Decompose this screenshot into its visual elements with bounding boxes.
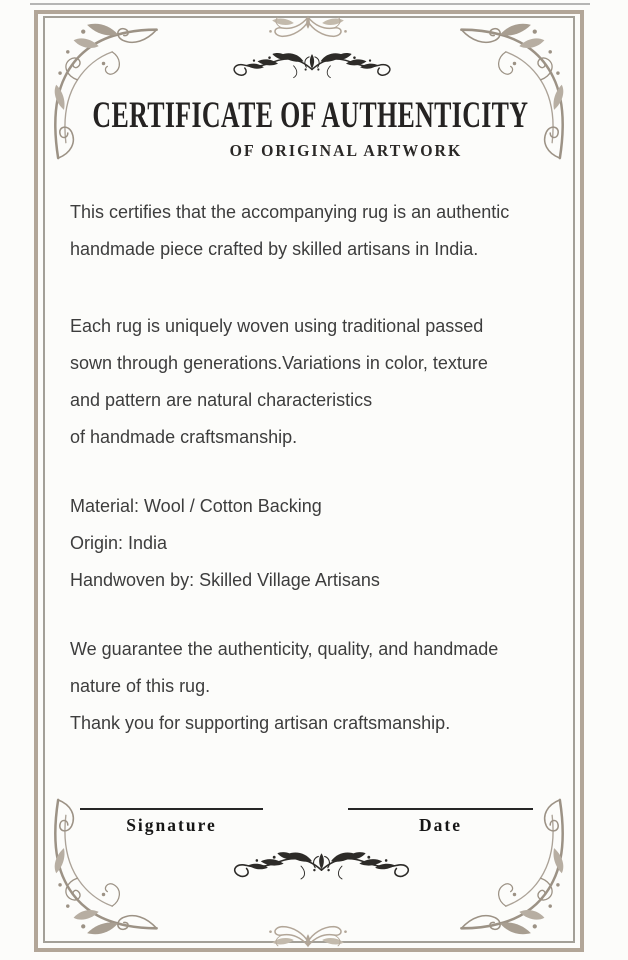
- text-line: We guarantee the authenticity, quality, and handmade: [70, 639, 499, 659]
- text-line: Thank you for supporting artisan craftsmanship.: [70, 713, 451, 733]
- guarantee-paragraph: [70, 631, 498, 742]
- date-label: Date: [419, 815, 462, 835]
- photo-top-edge: [30, 3, 590, 5]
- text-line: nature of this rug.: [70, 676, 211, 696]
- corner-flourish-icon: [48, 21, 160, 161]
- text-line: of handmade craftsmanship.: [70, 427, 298, 447]
- text-line: This certifies that the accompanying rug is an authentic: [70, 202, 510, 222]
- text-line: sown through generations.Variations in color, texture: [70, 353, 488, 373]
- corner-flourish-icon: [458, 21, 570, 161]
- origin-line: Origin: India: [70, 533, 168, 553]
- signature-label: Signature: [126, 815, 217, 835]
- text-line: handmade piece crafted by skilled artisans in India.: [70, 239, 479, 259]
- text-line: Each rug is uniquely woven using traditional passed: [70, 316, 484, 336]
- date-line: [348, 808, 533, 810]
- certificate-subtitle: OF ORIGINAL ARTWORK: [229, 141, 463, 160]
- border-ornament-icon: [253, 13, 363, 38]
- divider-flourish-icon: [220, 51, 404, 85]
- handwoven-line: Handwoven by: Skilled Village Artisans: [70, 570, 380, 590]
- intro-paragraph: [70, 194, 509, 268]
- craftsmanship-paragraph: [70, 308, 488, 456]
- product-details: [70, 488, 380, 599]
- text-line: and pattern are natural characteristics: [70, 390, 373, 410]
- signature-line: [80, 808, 263, 810]
- certificate-title: CERTIFICATE OF AUTHENTICITY: [92, 95, 529, 136]
- divider-flourish-icon: [219, 850, 424, 887]
- material-line: Material: Wool / Cotton Backing: [70, 496, 322, 516]
- border-ornament-icon: [253, 925, 363, 950]
